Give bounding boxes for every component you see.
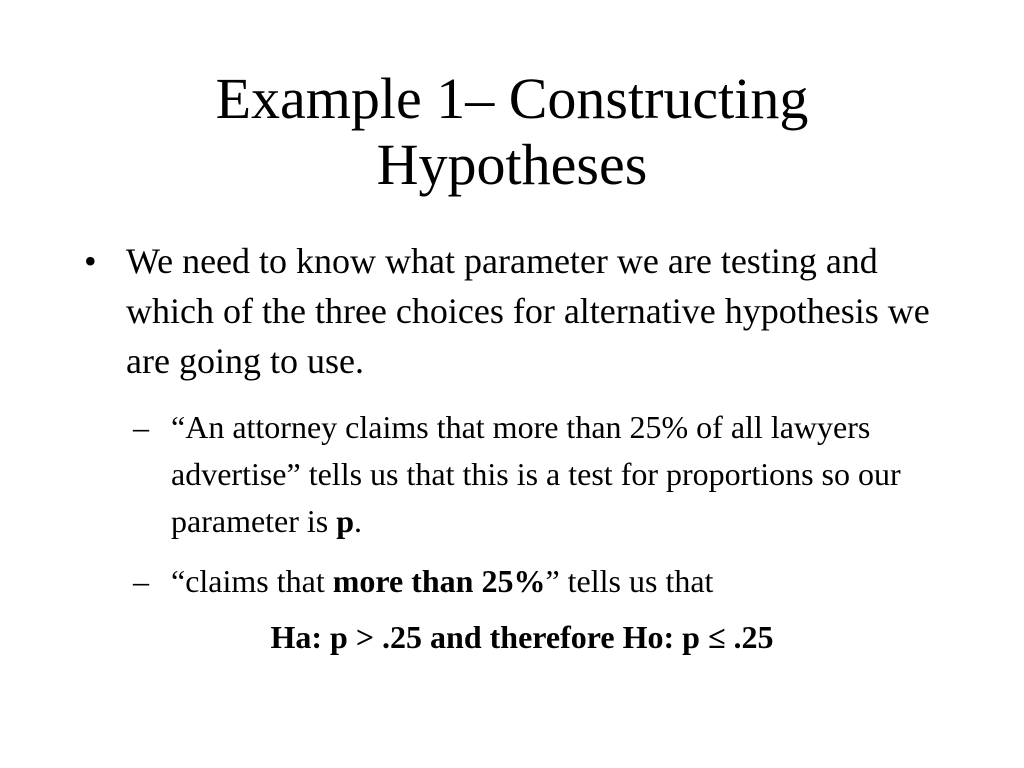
sub-bullet-marker: – xyxy=(133,563,149,599)
title-line-1: Example 1– Constructing xyxy=(215,66,809,131)
bullet-item xyxy=(84,236,944,386)
parameter-symbol: p xyxy=(336,503,355,539)
sub-bullet-text-post: ” tells us that xyxy=(545,563,714,599)
slide-title xyxy=(0,66,1024,198)
sub-bullet-text-pre: “claims that xyxy=(171,563,333,599)
sub-bullet-text-main: “An attorney claims that more than 25% of all lawyers advertise” tells us that this is a test for proportions so our parameter is xyxy=(171,409,901,539)
sub-bullet-text xyxy=(133,558,933,605)
title-line-2: Hypotheses xyxy=(376,132,648,197)
sub-bullet-text xyxy=(133,404,933,545)
bullet-marker: • xyxy=(84,241,97,281)
sub-bullet-text-end: . xyxy=(354,503,363,539)
sub-bullet-marker: – xyxy=(133,409,149,445)
bullet-text: We need to know what parameter we are testing and which of the three choices for alternative hypothesis we are going to use. xyxy=(126,241,930,381)
hypothesis-statement: Ha: p > .25 and therefore Ho: p ≤ .25 xyxy=(270,619,774,655)
sub-bullet-claims xyxy=(133,558,933,605)
emphasis-text: more than 25% xyxy=(332,563,546,599)
sub-bullet-attorney xyxy=(133,404,933,545)
